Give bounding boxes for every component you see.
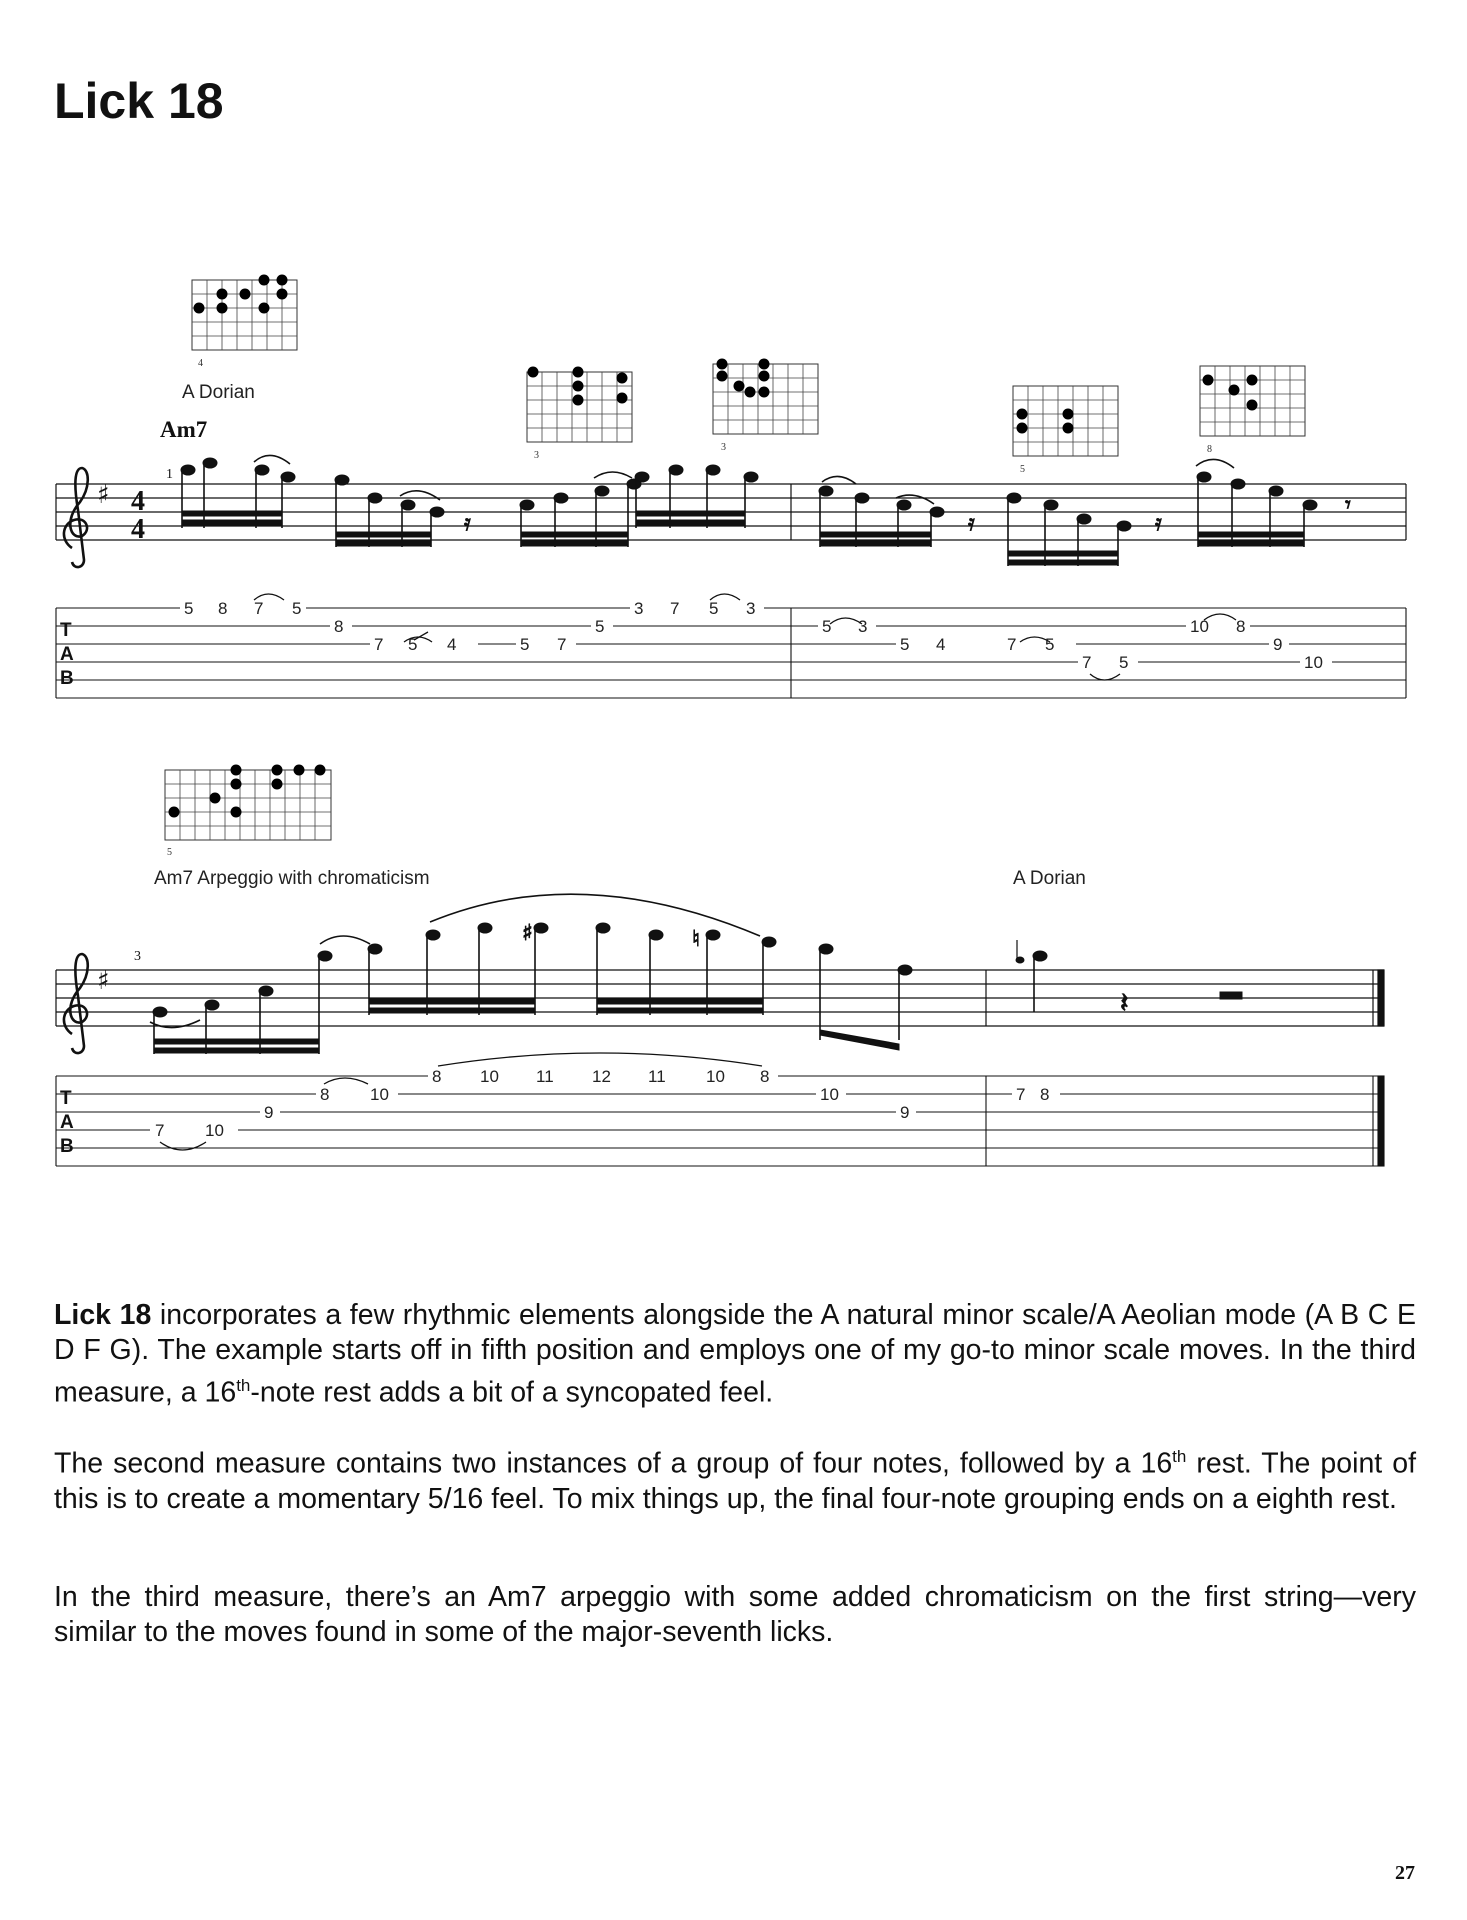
fret-position-label: 3 xyxy=(721,442,726,453)
tab-fret-number: 5 xyxy=(1119,653,1129,672)
notes-system-2 xyxy=(153,921,1242,1054)
section-label-dorian: A Dorian xyxy=(1013,868,1086,889)
beam xyxy=(182,511,282,516)
paragraph-1-text: incorporates a few rhythmic elements alongside the A natural minor scale/A Aeolian mode (A B C E D F G). The example starts off in fifth position and employs one of my go-to minor scale moves. In the third measure, a 16 xyxy=(54,1299,1416,1409)
paragraph-1 xyxy=(54,1298,1416,1411)
tab-fret-number: 3 xyxy=(858,617,868,636)
tab-fret-number: 10 xyxy=(706,1067,725,1086)
tab-fret-number: 9 xyxy=(1273,635,1283,654)
fret-position-label: 8 xyxy=(1207,444,1212,455)
tab-fret-number: 8 xyxy=(320,1085,330,1104)
paragraph-1-text-end: -note rest adds a bit of a syncopated feel. xyxy=(250,1376,774,1409)
tab-fret-number: 3 xyxy=(746,599,756,618)
svg-text:𝄿: 𝄿 xyxy=(968,511,975,536)
superscript: th xyxy=(236,1376,251,1395)
scale-diagram-6 xyxy=(165,765,331,841)
tab-numbers-system-2 xyxy=(150,1067,1060,1140)
notehead xyxy=(281,472,295,482)
section-label-arpeggio: Am7 Arpeggio with chromaticism xyxy=(154,868,430,889)
notehead xyxy=(255,465,269,475)
fret-position-label: 4 xyxy=(198,358,203,369)
tab-fret-number: 10 xyxy=(1304,653,1323,672)
svg-text:𝄾: 𝄾 xyxy=(1345,493,1351,518)
tab-fret-number: 9 xyxy=(900,1103,910,1122)
beam xyxy=(182,520,282,525)
key-signature-sharp: ♯ xyxy=(97,480,110,510)
tab-fret-number: 10 xyxy=(1190,617,1209,636)
natural-accidental: ♮ xyxy=(692,927,700,952)
scale-diagram-4 xyxy=(1013,386,1118,456)
scale-label: A Dorian xyxy=(182,382,255,403)
tab-fret-number: 5 xyxy=(520,635,530,654)
tab-fret-number: 5 xyxy=(822,617,832,636)
tab-fret-number: 7 xyxy=(155,1121,165,1140)
tab-fret-number: 5 xyxy=(709,599,719,618)
half-rest xyxy=(1220,992,1242,999)
tab-fret-number: 8 xyxy=(1236,617,1246,636)
slurs-system-1 xyxy=(254,455,1234,504)
tab-fret-number: 8 xyxy=(432,1067,442,1086)
tab-fret-number: 7 xyxy=(670,599,680,618)
tab-fret-number: 3 xyxy=(634,599,644,618)
tab-letter: A xyxy=(60,644,74,665)
time-signature-top: 4 xyxy=(131,486,145,517)
measure-number: 1 xyxy=(166,467,173,482)
notehead xyxy=(1033,951,1047,961)
tab-fret-number: 8 xyxy=(1040,1085,1050,1104)
tab-fret-number: 4 xyxy=(936,635,946,654)
tab-fret-number: 5 xyxy=(900,635,910,654)
tab-fret-number: 7 xyxy=(374,635,384,654)
paragraph-3: In the third measure, there’s an Am7 arpeggio with some added chromaticism on the first string—very similar to the moves found in some of the major-seventh licks. xyxy=(54,1581,1416,1648)
tab-fret-number: 8 xyxy=(218,599,228,618)
time-signature-bottom: 4 xyxy=(131,514,145,545)
tab-letter: B xyxy=(60,1136,74,1157)
tab-letter: T xyxy=(60,620,72,641)
tab-fret-number: 5 xyxy=(292,599,302,618)
tab-fret-number: 10 xyxy=(820,1085,839,1104)
quarter-rest: 𝄽 xyxy=(1120,986,1129,1019)
tab-fret-number: 7 xyxy=(1016,1085,1026,1104)
page-title: Lick 18 xyxy=(54,73,224,129)
tab-letter: B xyxy=(60,668,74,689)
tab-fret-number: 7 xyxy=(254,599,264,618)
scale-diagram-1 xyxy=(192,275,297,351)
tab-fret-number: 8 xyxy=(334,617,344,636)
tab-fret-number: 4 xyxy=(447,635,457,654)
tab-fret-number: 5 xyxy=(184,599,194,618)
paragraph-2-text: The second measure contains two instances of a group of four notes, followed by a 16 xyxy=(54,1447,1173,1480)
tab-fret-number: 11 xyxy=(648,1067,666,1086)
tab-numbers-system-1 xyxy=(180,599,1332,672)
tab-fret-number: 8 xyxy=(760,1067,770,1086)
measure-number: 3 xyxy=(134,949,141,964)
fret-position-label: 5 xyxy=(167,847,172,858)
tab-letter: A xyxy=(60,1112,74,1133)
treble-clef xyxy=(64,468,88,567)
tab-letter: T xyxy=(60,1088,72,1109)
key-signature-sharp: ♯ xyxy=(97,966,110,996)
lick-name-bold: Lick 18 xyxy=(54,1299,152,1331)
treble-clef xyxy=(64,954,88,1053)
tab-fret-number: 10 xyxy=(205,1121,224,1140)
tab-fret-number: 5 xyxy=(595,617,605,636)
tab-fret-number: 7 xyxy=(557,635,567,654)
tab-staff-2 xyxy=(56,1076,1384,1166)
sixteenth-rest: 𝄿 xyxy=(464,511,471,536)
page-number: 27 xyxy=(1395,1862,1415,1884)
tab-fret-number: 10 xyxy=(370,1085,389,1104)
paragraph-2 xyxy=(54,1439,1416,1517)
notehead xyxy=(203,458,217,468)
scale-diagram-5 xyxy=(1200,366,1305,436)
svg-text:𝄿: 𝄿 xyxy=(1155,511,1162,536)
superscript: th xyxy=(1172,1447,1187,1466)
paragraph-2-text-end: rest. The point of this is to create a momentary 5/16 feel. To mix things up, the final four-note grouping ends on a eighth rest. xyxy=(54,1447,1416,1515)
scale-diagram-2 xyxy=(527,367,632,443)
notehead xyxy=(181,465,195,475)
tab-fret-number: 7 xyxy=(1082,653,1092,672)
tab-fret-number: 9 xyxy=(264,1103,274,1122)
tab-fret-number: 11 xyxy=(536,1067,554,1086)
tab-fret-number: 12 xyxy=(592,1067,611,1086)
fret-position-label: 5 xyxy=(1020,464,1025,475)
chord-symbol: Am7 xyxy=(160,417,208,442)
sharp-accidental: ♯ xyxy=(522,921,533,946)
tab-fret-number: 10 xyxy=(480,1067,499,1086)
tab-fret-number: 5 xyxy=(408,635,418,654)
tab-fret-number: 7 xyxy=(1007,635,1017,654)
scale-diagram-3 xyxy=(713,359,818,435)
fret-position-label: 3 xyxy=(534,450,539,461)
staff-2 xyxy=(56,970,1384,1026)
tab-fret-number: 5 xyxy=(1045,635,1055,654)
